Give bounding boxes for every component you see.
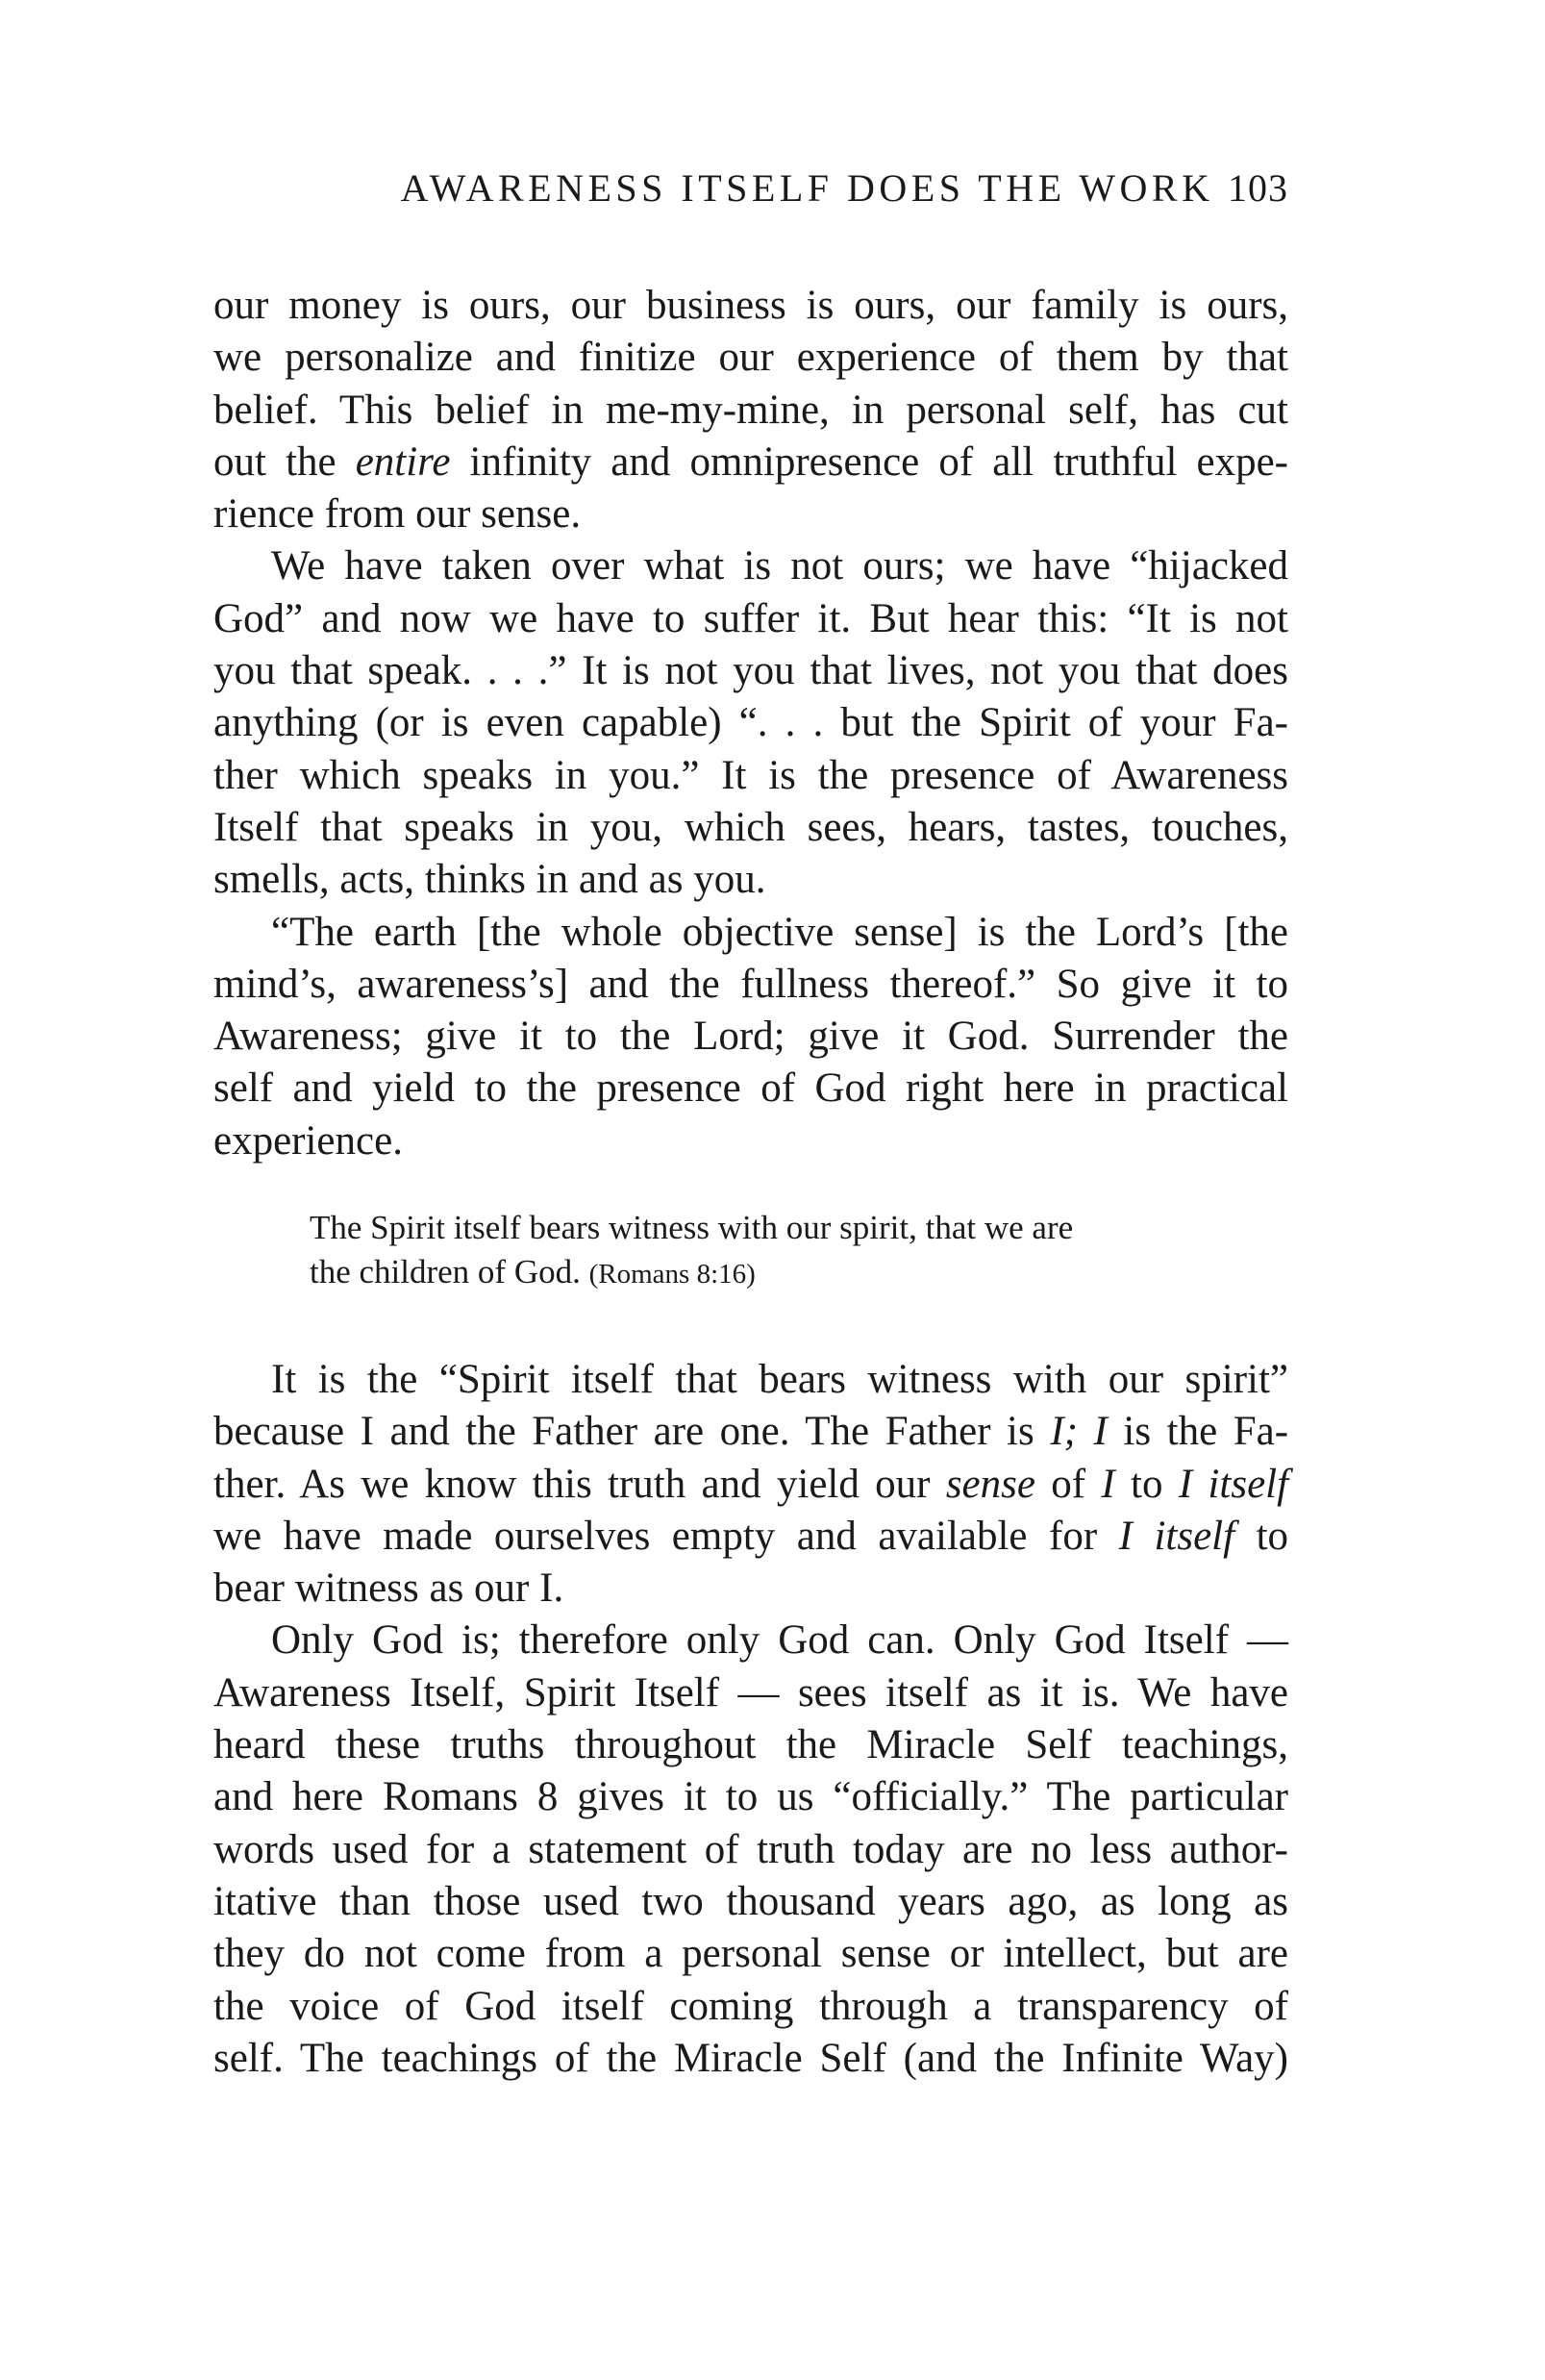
emphasis: I; I — [1050, 1409, 1108, 1455]
text-run: to — [1131, 1461, 1163, 1507]
text-run: out the — [213, 438, 356, 485]
text-run: ther. As we know this truth and yield our — [213, 1461, 931, 1507]
quote-line: The Spirit itself bears witness with our spirit, that we are — [310, 1209, 1074, 1246]
text-line: God” and now we have to suffer it. But hear this: “It is not — [213, 595, 1288, 641]
text-line: words used for a statement of truth today are no less author- — [213, 1826, 1288, 1872]
emphasis: I — [1101, 1461, 1115, 1507]
quote-text: the children of God. — [310, 1253, 581, 1290]
chapter-title: AWARENESS ITSELF DOES THE WORK — [400, 166, 1214, 210]
text-line: belief. This belief in me-my-mine, in personal self, has cut — [213, 387, 1288, 433]
emphasis: I itself — [1118, 1513, 1235, 1559]
page-number: 103 — [1228, 166, 1288, 210]
text-run: is the Fa- — [1123, 1409, 1289, 1455]
text-line: “The earth [the whole objective sense] is the Lord’s [the — [271, 909, 1288, 955]
text-line: mind’s, awareness’s] and the fullness thereof.” So give it to — [213, 961, 1288, 1007]
text-line — [213, 1511, 1288, 1563]
body-text-top — [213, 280, 1288, 1167]
text-line: and here Romans 8 gives it to us “officially.” The particular — [213, 1774, 1288, 1820]
text-line: we personalize and finitize our experience of them by that — [213, 335, 1288, 381]
text-line: Itself that speaks in you, which sees, hears, tastes, touches, — [213, 804, 1288, 850]
text-line: our money is ours, our business is ours, our family is ours, — [213, 283, 1288, 328]
emphasis: I itself — [1178, 1461, 1289, 1507]
text-line: they do not come from a personal sense or intellect, but are — [213, 1931, 1288, 1977]
text-line: Only God is; therefore only God can. Only God Itself — — [271, 1617, 1288, 1664]
emphasis: entire — [355, 438, 451, 485]
text-run: infinity and omnipresence of all truthful expe- — [450, 438, 1288, 485]
text-line: Awareness Itself, Spirit Itself — sees itself as it is. We have — [213, 1669, 1288, 1716]
text-run: of — [1051, 1461, 1086, 1507]
text-line: It is the “Spirit itself that bears witness with our spirit” — [271, 1357, 1288, 1402]
text-line: smells, acts, thinks in and as you. — [213, 857, 766, 903]
text-line — [213, 1459, 1288, 1511]
text-run: we have made ourselves empty and available for — [213, 1513, 1098, 1559]
quote-line — [310, 1250, 1213, 1294]
text-line: self and yield to the presence of God right here in practical — [213, 1065, 1288, 1112]
quote-citation: (Romans 8:16) — [588, 1259, 756, 1290]
text-line: heard these truths throughout the Miracle Self teachings, — [213, 1722, 1288, 1768]
text-line: itative than those used two thousand years ago, as long as — [213, 1878, 1288, 1924]
text-line: the voice of God itself coming through a transparency of — [213, 1983, 1288, 2029]
text-line: rience from our sense. — [213, 491, 582, 538]
text-line: you that speak. . . .” It is not you that lives, not you that does — [213, 648, 1288, 694]
block-quote — [310, 1206, 1213, 1294]
emphasis: sense — [945, 1461, 1035, 1507]
text-line: ther which speaks in you.” It is the presence of Awareness — [213, 752, 1288, 798]
text-line: experience. — [213, 1117, 403, 1164]
text-line: Awareness; give it to the Lord; give it God. Surrender the — [213, 1014, 1288, 1060]
text-line — [213, 1406, 1288, 1458]
text-line: We have taken over what is not ours; we have “hijacked — [271, 543, 1288, 589]
text-line: anything (or is even capable) “. . . but the Spirit of your Fa- — [213, 700, 1288, 746]
running-head — [252, 162, 1288, 215]
text-line — [213, 437, 1288, 489]
text-line: bear witness as our I. — [213, 1566, 564, 1612]
body-text-bottom — [213, 1354, 1288, 2085]
text-line: self. The teachings of the Miracle Self (and the Infinite Way) — [213, 2035, 1288, 2081]
text-run: because I and the Father are one. The Father is — [213, 1409, 1034, 1455]
text-run: to — [1256, 1513, 1289, 1559]
